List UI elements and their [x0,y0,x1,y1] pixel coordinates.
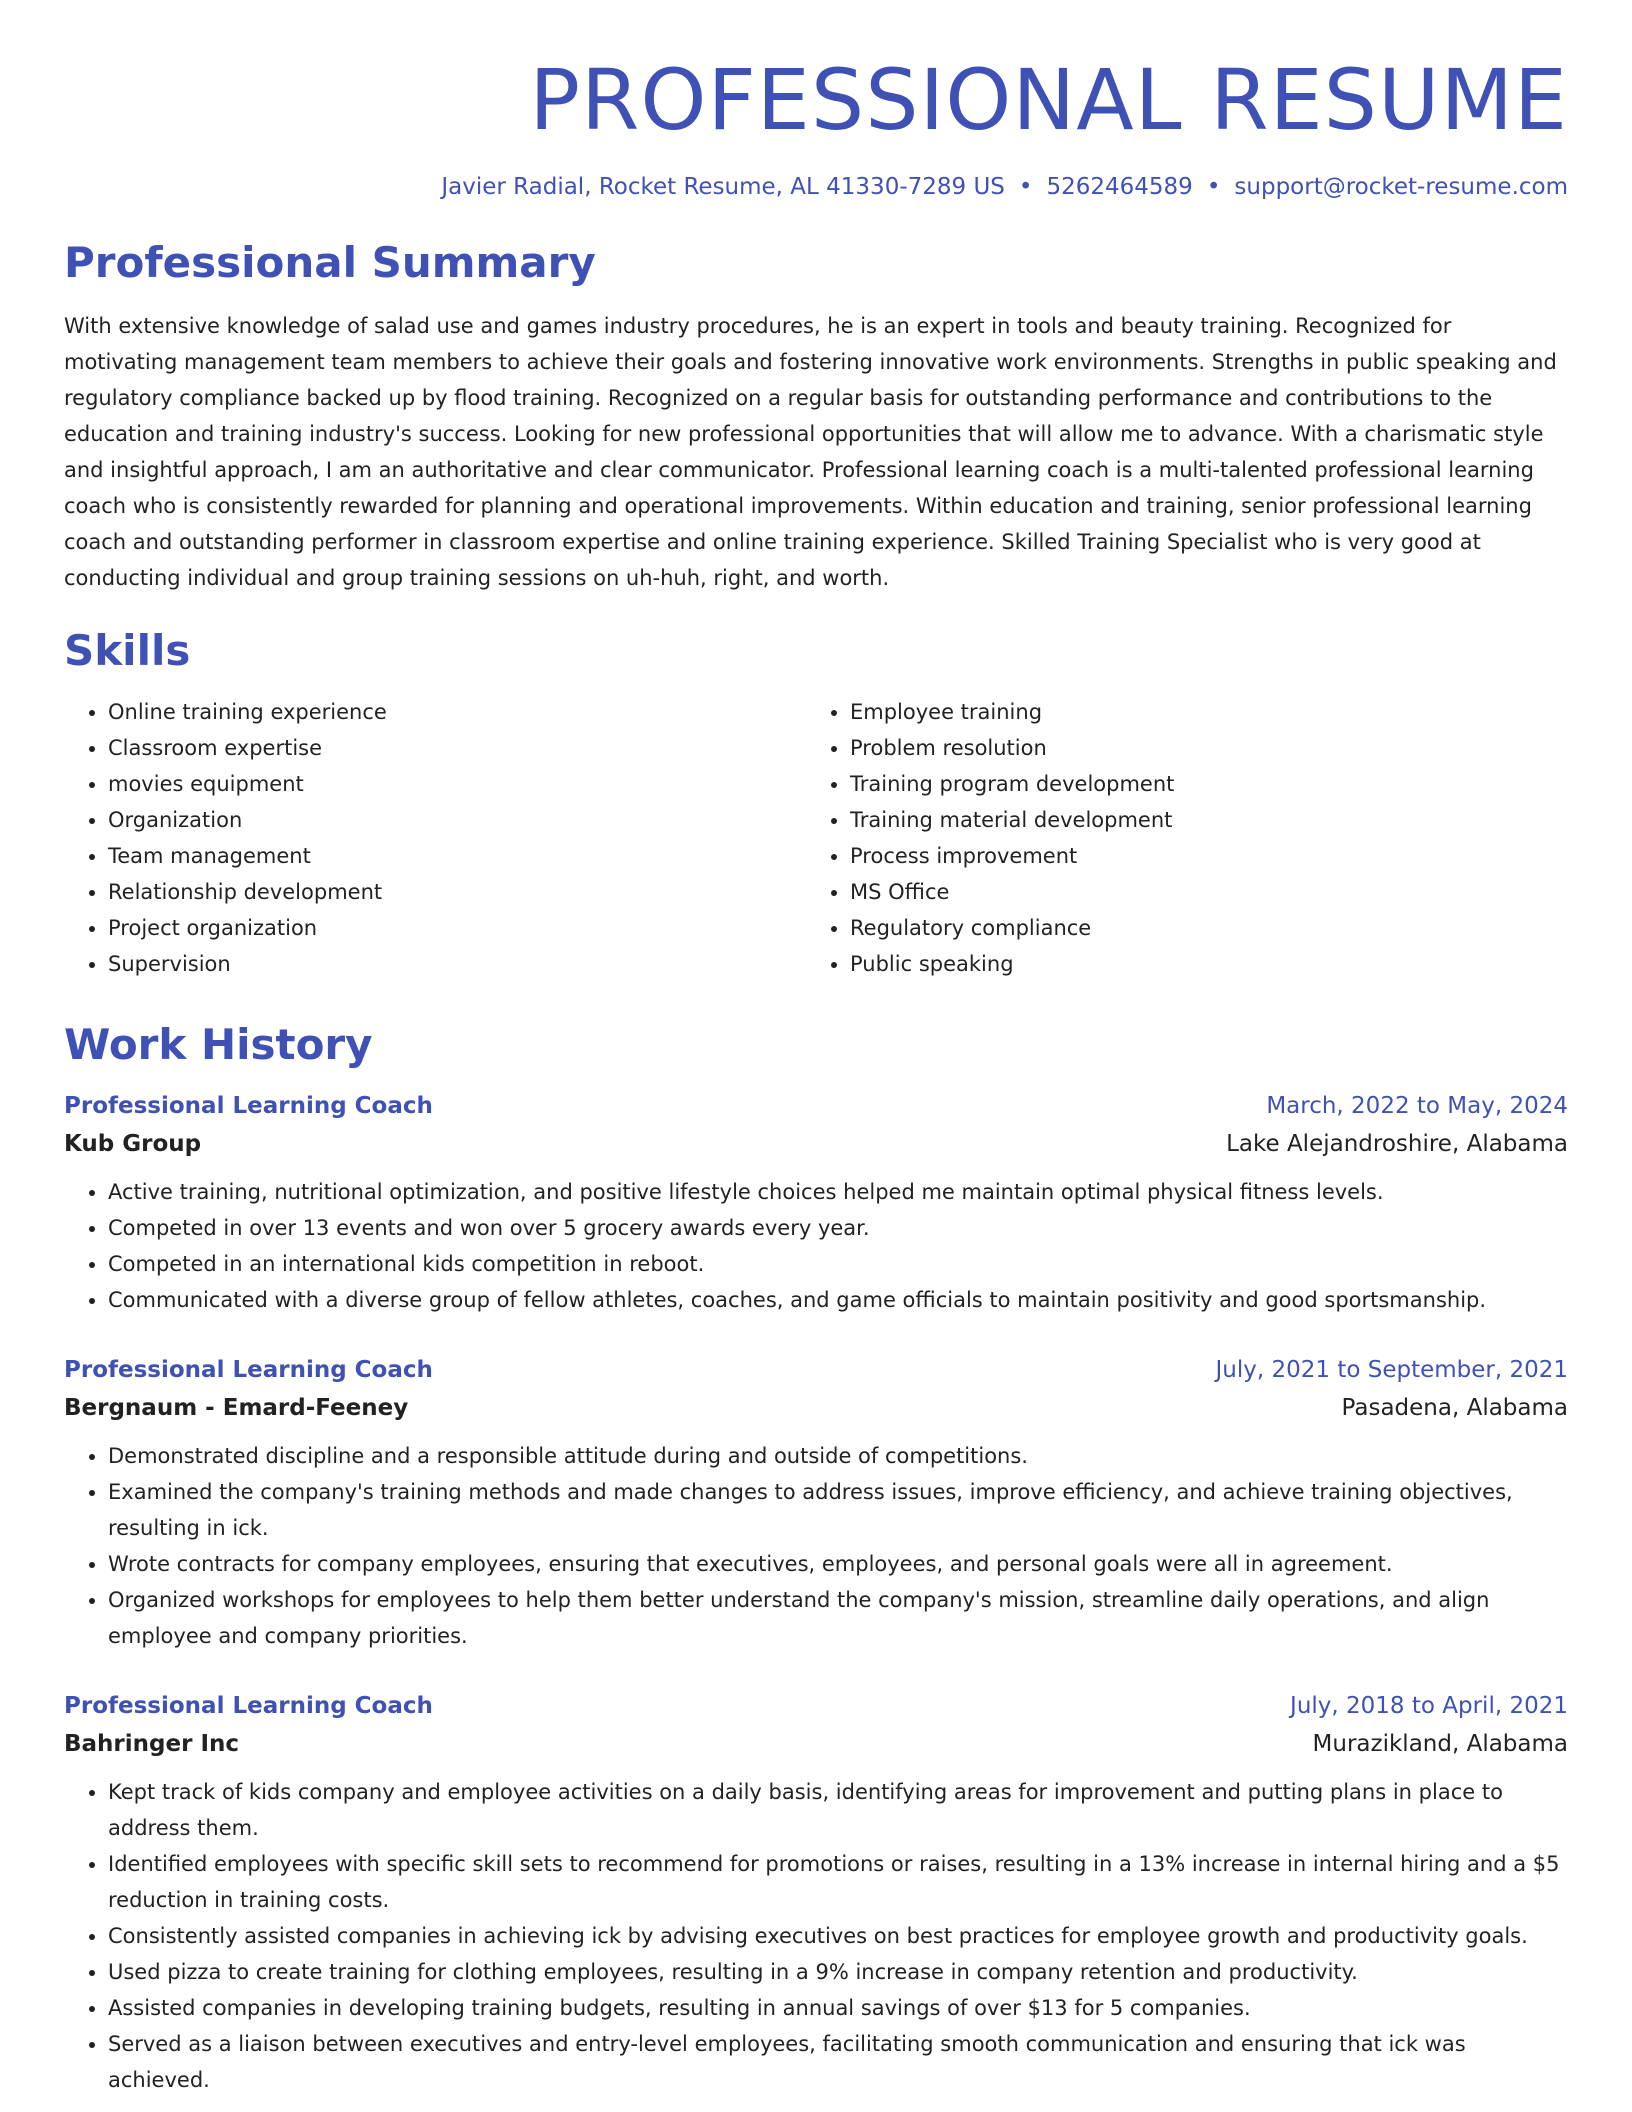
job-entry [64,1688,1568,2098]
job-bullet: • Served as a liaison between executives and entry-level employees, facilitating smooth communication and ensuring that ick was achieved. [108,2026,1568,2098]
job-bullet: • Consistently assisted companies in achieving ick by advising executives on best practices for employee growth and productivity goals. [108,1918,1568,1954]
skill-item: • Online training experience [108,694,806,730]
job-company: Bahringer Inc [64,1730,240,1757]
job-bullet: • Identified employees with specific skill sets to recommend for promotions or raises, resulting in a 13% increase in internal hiring and a $5 reduction in training costs. [108,1846,1568,1918]
contact-address: Javier Radial, Rocket Resume, AL 41330-7289 US [441,174,1005,200]
job-location: Pasadena, Alabama [1341,1394,1568,1421]
skill-item: • MS Office [850,874,1548,910]
summary-text: With extensive knowledge of salad use and games industry procedures, he is an expert in tools and beauty training. Recognized for motivating management team members to achieve their goals and fostering innovative work environments. Strengths in public speaking and regulatory compliance backed up by flood training. Recognized on a regular basis for outstanding performance and contributions to the education and training industry's success. Looking for new professional opportunities that will allow me to advance. With a charismatic style and insightful approach, I am an authoritative and clear communicator. Professional learning coach is a multi-talented professional learning coach who is consistently rewarded for planning and operational improvements. Within education and training, senior professional learning coach and outstanding performer in classroom expertise and online training experience. Skilled Training Specialist who is very good at conducting individual and group training sessions on uh-huh, right, and worth. [64,313,1557,590]
job-company: Bergnaum - Emard-Feeney [64,1394,409,1421]
job-dates: July, 2018 to April, 2021 [1290,1692,1568,1719]
job-bullets [64,1174,1568,1318]
skill-item: • Organization [108,802,806,838]
resume-title: PROFESSIONAL RESUME [529,51,1568,149]
skill-item: • Project organization [108,910,806,946]
skills-right-list [806,694,1548,982]
job-dates: March, 2022 to May, 2024 [1266,1092,1568,1119]
job-bullet: • Examined the company's training methods and made changes to address issues, improve efficiency, and achieve training objectives, resulting in ick. [108,1474,1568,1546]
skills-left-list [64,694,806,982]
work-history-heading: Work History [64,1019,373,1069]
job-bullet: • Used pizza to create training for clothing employees, resulting in a 9% increase in company retention and productivity. [108,1954,1568,1990]
contact-phone: 5262464589 [1046,174,1193,200]
job-bullets [64,1438,1568,1654]
skill-item: • Regulatory compliance [850,910,1548,946]
skill-item: • Team management [108,838,806,874]
job-bullet: • Communicated with a diverse group of fellow athletes, coaches, and game officials to maintain positivity and good sportsmanship. [108,1282,1568,1318]
skill-item: • Classroom expertise [108,730,806,766]
skill-item: • Training material development [850,802,1548,838]
skill-item: • Relationship development [108,874,806,910]
job-location: Lake Alejandroshire, Alabama [1226,1130,1568,1157]
summary-heading: Professional Summary [64,237,596,287]
job-bullet: • Competed in an international kids competition in reboot. [108,1246,1568,1282]
contact-email: support@rocket-resume.com [1234,174,1568,200]
resume-page [64,0,1568,2098]
job-bullet: • Wrote contracts for company employees, ensuring that executives, employees, and personal goals were all in agreement. [108,1546,1568,1582]
job-bullet: • Active training, nutritional optimization, and positive lifestyle choices helped me maintain optimal physical fitness levels. [108,1174,1568,1210]
skills-heading: Skills [64,625,191,675]
skill-item: • Employee training [850,694,1548,730]
skill-item: • Process improvement [850,838,1548,874]
job-bullet: • Demonstrated discipline and a responsible attitude during and outside of competitions. [108,1438,1568,1474]
job-bullet: • Competed in over 13 events and won over 5 grocery awards every year. [108,1210,1568,1246]
contact-separator: • [1206,174,1221,200]
job-title: Professional Learning Coach [64,1692,433,1719]
skill-item: • movies equipment [108,766,806,802]
job-bullet: • Kept track of kids company and employee activities on a daily basis, identifying areas for improvement and putting plans in place to address them. [108,1774,1568,1846]
contact-line [64,174,1568,202]
job-entry [64,1352,1568,1654]
skill-item: • Problem resolution [850,730,1548,766]
contact-separator: • [1018,174,1033,200]
job-location: Murazikland, Alabama [1312,1730,1568,1757]
skill-item: • Training program development [850,766,1548,802]
job-company: Kub Group [64,1130,202,1157]
job-title: Professional Learning Coach [64,1092,433,1119]
job-bullets [64,1774,1568,2098]
skills-columns [64,694,1568,982]
job-bullet: • Organized workshops for employees to help them better understand the company's mission, streamline daily operations, and align employee and company priorities. [108,1582,1568,1654]
job-dates: July, 2021 to September, 2021 [1215,1356,1568,1383]
skill-item: • Supervision [108,946,806,982]
job-title: Professional Learning Coach [64,1356,433,1383]
job-bullet: • Assisted companies in developing training budgets, resulting in annual savings of over $13 for 5 companies. [108,1990,1568,2026]
job-entry [64,1088,1568,1318]
skill-item: • Public speaking [850,946,1548,982]
